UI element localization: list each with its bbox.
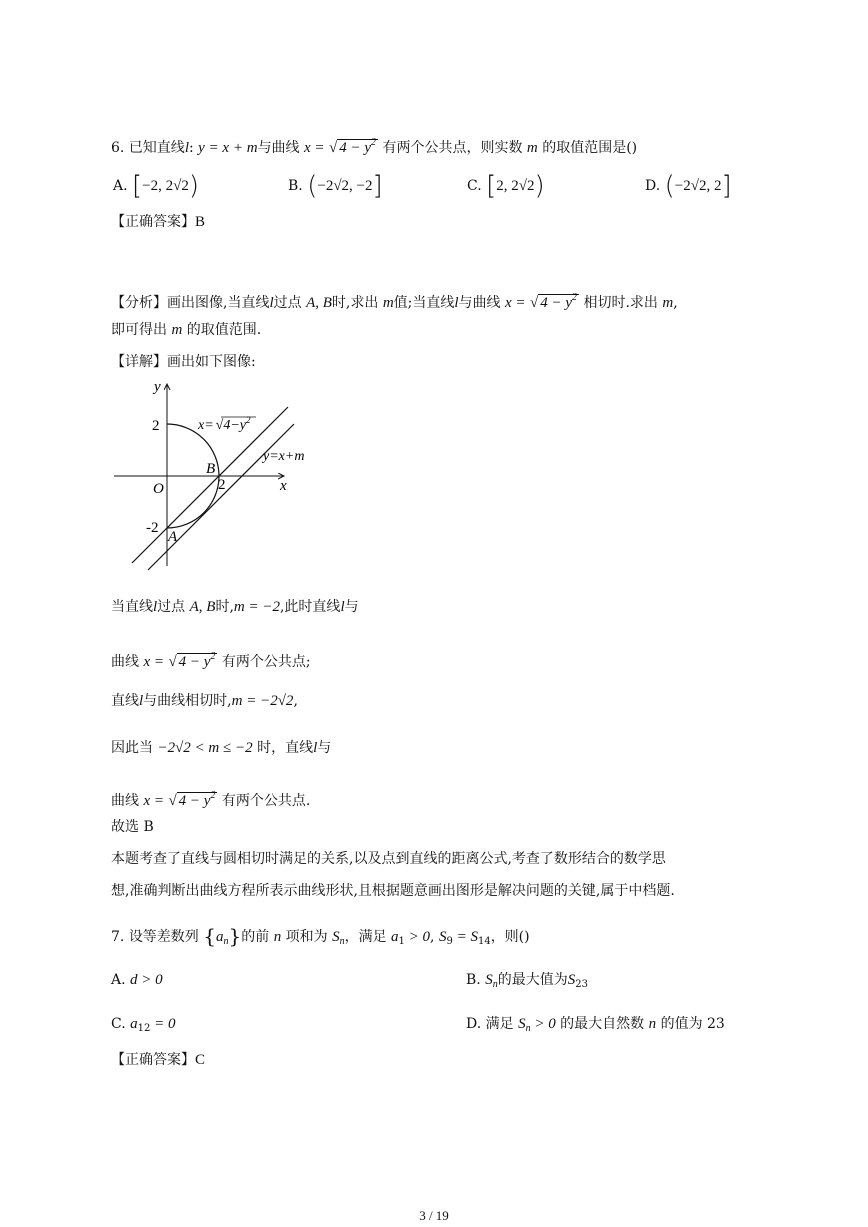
text: 与曲线: [458, 295, 501, 311]
seq-var: a: [130, 1016, 138, 1032]
var-s: S: [332, 929, 340, 945]
tick-label-x-2: 2: [218, 477, 226, 493]
text: 的前: [241, 929, 270, 945]
var-l: l: [184, 140, 189, 156]
q7-option-a: [111, 970, 163, 990]
q7-option-d: [466, 1014, 725, 1039]
detail-line-3: [111, 691, 298, 711]
q6-option-b: [288, 171, 383, 201]
tick-label-y-neg2: -2: [146, 520, 159, 536]
subscript: n: [492, 979, 498, 990]
text: ，满足: [344, 929, 387, 945]
condition: = 0: [150, 1016, 176, 1032]
detail-line-5: 曲线 x = √ $4 - y^2$ 有两个公共点.: [111, 790, 311, 809]
var-l: l: [313, 740, 318, 756]
text: 当直线: [111, 599, 153, 615]
text: 曲线: [111, 654, 139, 670]
text: 与: [317, 740, 332, 756]
var-n: n: [648, 1016, 657, 1032]
subscript: 23: [575, 979, 588, 990]
origin-label: O: [153, 481, 164, 497]
q7-stem: 7. 设等差数列 $\{a_n\}$的前 n 项和为 $S_n$，满足 $a_1 > 0$, $S_9 = S_{14}$，则(): [111, 924, 530, 948]
x-axis-label: x: [280, 478, 287, 494]
q7-option-b: [466, 970, 588, 995]
text: 值;当直线: [393, 295, 455, 311]
equation: m = −2√2: [231, 693, 294, 709]
text: 与: [344, 599, 359, 615]
equation: m = −2: [233, 599, 280, 615]
condition: > 0: [404, 929, 431, 945]
var-l: l: [269, 295, 274, 311]
answer-value: C: [195, 1052, 206, 1068]
var-m: m: [171, 322, 183, 338]
var-l: l: [153, 599, 158, 615]
text: 过点: [273, 295, 302, 311]
text: ,: [673, 295, 678, 311]
option-label: A.: [113, 178, 128, 194]
bracket: (: [307, 171, 318, 201]
option-label: B.: [288, 178, 303, 194]
curve-radicand: [538, 294, 579, 311]
var-m: m: [382, 295, 394, 311]
detail-intro: [111, 352, 256, 372]
curve-lhs: x =: [505, 295, 526, 311]
option-label: C.: [111, 1016, 126, 1032]
text: 过点: [157, 599, 186, 615]
seq-var: a: [216, 929, 224, 945]
text: 故选 B: [111, 819, 154, 835]
option-label: D.: [466, 1016, 482, 1032]
text: 项和为: [285, 929, 328, 945]
text: 2: [572, 292, 577, 303]
q6-option-c: [467, 171, 545, 201]
tangent-line: [148, 424, 294, 570]
q7-option-c: [111, 1014, 175, 1039]
var-s: S: [438, 929, 447, 945]
bracket: [: [132, 171, 143, 201]
curve-radicand: [337, 139, 378, 156]
subscript: 14: [477, 936, 491, 947]
option-body: 2, 2√2: [496, 178, 535, 194]
text: 想,准确判断出曲线方程所表示曲线形状,且根据题意画出图形是解决问题的关键,属于中档题.: [111, 883, 675, 899]
text: ,此时直线: [279, 599, 341, 615]
var-m: m: [526, 140, 538, 156]
text: 有两个公共点;: [221, 654, 311, 670]
curve-lhs: x =: [304, 140, 325, 156]
var-s: S: [485, 972, 493, 988]
text: 画出如下图像:: [167, 354, 256, 370]
text: 设等差数列: [128, 929, 199, 945]
text: 时，直线: [257, 740, 314, 756]
bracket: ]: [721, 171, 732, 201]
detail-summary-1: [111, 849, 666, 869]
bracket: ]: [372, 171, 383, 201]
option-label: C.: [467, 178, 482, 194]
analysis-line-2: [111, 320, 261, 340]
text: ,: [293, 693, 298, 709]
curve-label: $x= √4-y^2$: [198, 415, 251, 433]
subscript: n: [223, 936, 229, 947]
text: 满足: [485, 1016, 514, 1032]
detail-line-1: [111, 597, 359, 617]
question-number: 7.: [111, 929, 125, 945]
text: 与曲线: [257, 140, 300, 156]
answer-label: 【正确答案】: [111, 1052, 195, 1068]
var-s: S: [518, 1016, 526, 1032]
text: 时,求出: [331, 295, 379, 311]
curve-lhs: x =: [143, 793, 164, 809]
bracket: ): [534, 171, 545, 201]
option-label: A.: [111, 972, 126, 988]
tick-label-y-2: 2: [152, 418, 160, 434]
text: 即可得出: [111, 322, 167, 338]
section-label: 【分析】: [111, 295, 167, 311]
text: 本题考查了直线与圆相切时满足的关系,以及点到直线的距离公式,考查了数形结合的数学思: [111, 851, 666, 867]
inequality: −2√2 < m ≤ −2: [157, 740, 253, 756]
text: 画出图像,当直线: [167, 295, 270, 311]
seq-var: a: [391, 929, 399, 945]
text: 时,: [215, 599, 234, 615]
text: 4 − y: [339, 140, 372, 156]
q6-stem: 6. 已知直线l: y = x + m与曲线 x = √ $4 - y^2$ 有两个公共点，则实数 m 的取值范围是(): [111, 137, 638, 156]
text: 的取值范围是(): [542, 140, 638, 156]
text: 4 − y: [178, 793, 211, 809]
var-l: l: [340, 599, 345, 615]
subscript: 1: [398, 936, 405, 947]
curve-radicand: [177, 653, 218, 670]
text: 的最大值为: [497, 972, 568, 988]
y-axis-label: y: [154, 379, 161, 395]
option-body: d > 0: [130, 972, 163, 988]
line-label: y=x+m: [263, 449, 305, 464]
option-label: D.: [645, 178, 661, 194]
detail-line-4: [111, 738, 331, 758]
curve-radicand: [177, 792, 218, 809]
analysis-line-1: 【分析】画出图像,当直线l过点 A, B时,求出 m值;当直线l与曲线 x = √ $4 - y^2$ 相切时.求出 m,: [111, 292, 678, 311]
section-label: 【详解】: [111, 354, 167, 370]
option-label: B.: [466, 972, 481, 988]
option-body: −2√2, 2: [674, 178, 722, 194]
subscript: 9: [446, 936, 453, 947]
detail-line-2: 曲线 x = √ $4 - y^2$ 有两个公共点;: [111, 651, 311, 670]
var-l: l: [454, 295, 459, 311]
condition: = S: [452, 929, 478, 945]
answer-value: B: [195, 214, 206, 230]
text: 4 − y: [540, 295, 572, 311]
text: 的值为 23: [660, 1016, 725, 1032]
q6-option-d: [645, 171, 732, 201]
point-b-label: B: [206, 461, 216, 477]
option-body: −2, 2√2: [142, 178, 189, 194]
detail-summary-2: [111, 881, 675, 901]
var-s: S: [567, 972, 576, 988]
points-ab: A, B: [306, 295, 332, 311]
q7-answer: [111, 1050, 205, 1070]
q6-option-a: [113, 171, 200, 201]
bracket: ): [188, 171, 200, 201]
var-m: m: [662, 295, 674, 311]
text: ，则(): [490, 929, 530, 945]
text: 已知直线: [128, 140, 185, 156]
point-a-label: A: [168, 529, 178, 545]
text: 与曲线相切时,: [143, 693, 232, 709]
page-number: 3 / 19: [419, 1208, 449, 1223]
text: 的最大自然数: [560, 1016, 645, 1032]
text: 2: [371, 137, 377, 148]
bracket: (: [664, 171, 675, 201]
text: 曲线: [111, 793, 139, 809]
text: :: [188, 140, 194, 156]
subscript: n: [525, 1023, 531, 1034]
subscript: n: [339, 936, 345, 947]
points-ab: A, B: [189, 599, 216, 615]
question-number: 6.: [111, 140, 125, 156]
bracket: [: [486, 171, 497, 201]
answer-label: 【正确答案】: [111, 214, 195, 230]
text: 2: [210, 790, 216, 801]
option-body: −2√2, −2: [317, 178, 373, 194]
curve-lhs: x =: [143, 654, 164, 670]
q6-answer: [111, 212, 205, 232]
detail-choose: [111, 817, 154, 837]
text: 有两个公共点，则实数: [382, 140, 523, 156]
condition: > 0: [530, 1016, 556, 1032]
text: 直线: [111, 693, 139, 709]
graph-figure: [110, 376, 330, 576]
text: 的取值范围.: [186, 322, 262, 338]
var-n: n: [273, 929, 282, 945]
subscript: 12: [137, 1023, 151, 1034]
text: 有两个公共点.: [221, 793, 311, 809]
text: 相切时.求出: [583, 295, 658, 311]
line-equation: y = x + m: [198, 140, 258, 156]
text: 4 − y: [178, 654, 211, 670]
text: 因此当: [111, 740, 153, 756]
var-l: l: [139, 693, 144, 709]
text: 2: [210, 651, 216, 662]
